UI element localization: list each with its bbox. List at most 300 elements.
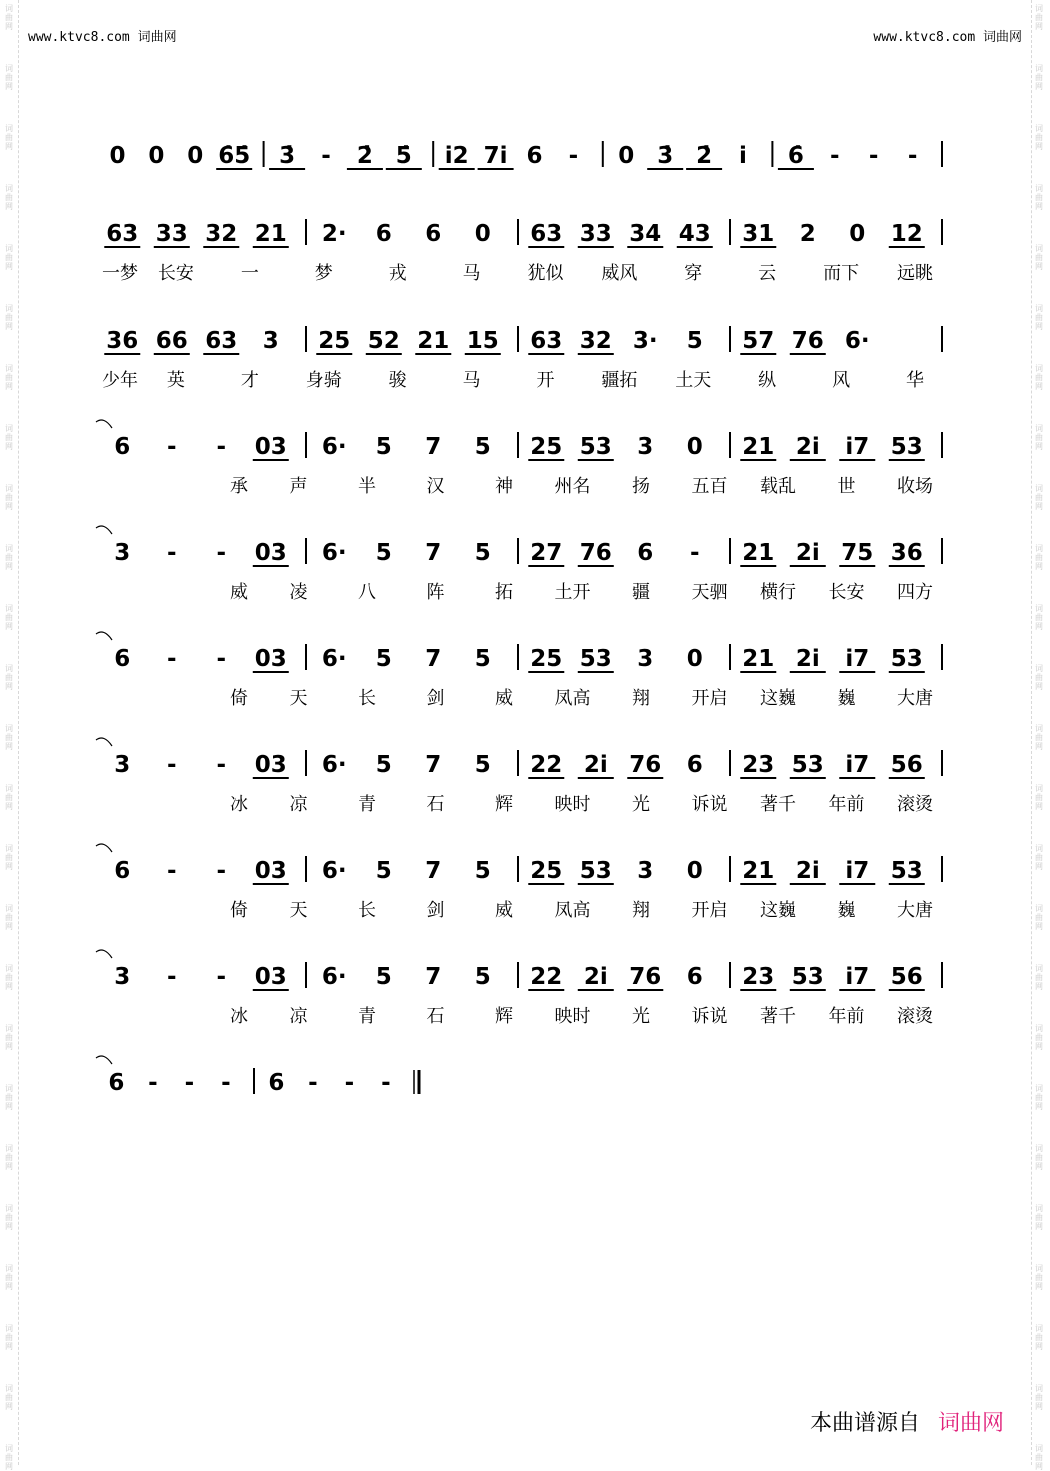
- note-6-2-1: 2i: [583, 752, 608, 778]
- lyric-3-9: 世: [837, 476, 856, 497]
- lyric-1-2: 一: [240, 263, 259, 284]
- lyric-3-0: 承: [230, 476, 248, 497]
- note-2-1-1: 52: [367, 328, 400, 354]
- lyric-5-6: 翔: [632, 688, 650, 709]
- header-site-right: www.ktvc8.com 词曲网: [873, 30, 1022, 45]
- watermark-text: 词曲网: [5, 484, 13, 511]
- note-1-2-1: 33: [579, 221, 612, 247]
- lyric-7-10: 大唐: [897, 900, 933, 921]
- note-0-4-3: -: [907, 143, 918, 169]
- lyric-2-6: 开: [536, 370, 555, 391]
- watermark-text: 词曲网: [1035, 1084, 1043, 1111]
- lyric-2-1: 英: [166, 370, 185, 391]
- note-1-0-2: 32: [205, 221, 238, 247]
- tie-arc: [96, 420, 112, 428]
- note-0-0-1: 0: [148, 143, 165, 169]
- lyric-4-1: 凌: [289, 582, 308, 603]
- lyric-1-1: 长安: [157, 263, 194, 284]
- lyric-2-4: 骏: [388, 370, 407, 391]
- note-5-1-2: 7: [425, 646, 442, 672]
- note-9-0-2: -: [184, 1070, 195, 1096]
- note-4-1-3: 5: [474, 540, 491, 566]
- note-5-1-1: 5: [375, 646, 392, 672]
- note-0-4-2: -: [868, 143, 879, 169]
- footer-brand: 词曲网: [937, 1411, 1004, 1436]
- note-0-2-3: -: [568, 143, 579, 169]
- note-3-1-2: 7: [425, 434, 442, 460]
- note-1-3-0: 31: [742, 221, 775, 247]
- watermark-text: 词曲网: [1035, 64, 1043, 91]
- note-6-0-2: -: [216, 752, 227, 778]
- lyric-4-7: 天驷: [691, 582, 728, 603]
- lyric-6-4: 辉: [495, 794, 513, 815]
- lyric-3-8: 载乱: [760, 476, 796, 497]
- note-6-3-3: 56: [890, 752, 923, 778]
- note-9-1-3: -: [381, 1070, 391, 1096]
- note-8-3-3: 56: [890, 964, 923, 990]
- lyric-7-0: 倚: [230, 900, 248, 921]
- note-5-0-1: -: [167, 646, 177, 672]
- note-1-0-0: 63: [106, 221, 139, 247]
- watermark-text: 词曲网: [1035, 724, 1043, 751]
- lyric-1-4: 戎: [388, 263, 407, 284]
- watermark-text: 词曲网: [5, 964, 13, 991]
- watermark-text: 词曲网: [1035, 1024, 1043, 1051]
- note-7-0-2: -: [216, 858, 227, 884]
- note-1-0-3: 21: [254, 221, 287, 247]
- note-5-3-3: 53: [890, 646, 923, 672]
- note-9-1-1: -: [308, 1070, 318, 1096]
- note-9-0-1: -: [148, 1070, 158, 1096]
- note-3-2-3: 0: [686, 434, 703, 460]
- lyric-2-2: 才: [240, 370, 259, 391]
- note-6-0-3: 03: [254, 752, 287, 778]
- lyric-4-9: 长安: [828, 582, 865, 603]
- lyric-5-0: 倚: [230, 688, 248, 709]
- note-2-1-2: 21: [417, 328, 450, 354]
- lyric-2-9: 纵: [758, 370, 777, 391]
- lyric-6-3: 石: [426, 794, 445, 815]
- note-1-2-3: 43: [678, 221, 711, 247]
- lyric-6-2: 青: [358, 794, 376, 815]
- note-8-2-2: 76: [629, 964, 662, 990]
- lyric-2-3: 身骑: [305, 370, 342, 391]
- lyric-4-5: 土开: [554, 582, 591, 603]
- lyric-6-1: 凉: [289, 794, 308, 815]
- lyric-3-1: 声: [289, 476, 308, 497]
- note-7-2-2: 3: [637, 858, 654, 884]
- note-6-0-1: -: [167, 752, 177, 778]
- note-7-0-3: 03: [254, 858, 287, 884]
- lyric-6-0: 冰: [230, 794, 248, 815]
- watermark-text: 词曲网: [5, 4, 13, 31]
- note-6-1-0: 6·: [321, 752, 347, 778]
- note-1-0-1: 33: [155, 221, 188, 247]
- lyric-8-9: 年前: [828, 1006, 865, 1027]
- lyric-8-7: 诉说: [691, 1006, 728, 1027]
- note-0-4-1: -: [830, 143, 840, 169]
- note-7-1-1: 5: [375, 858, 392, 884]
- note-0-3-3: i: [739, 143, 747, 169]
- note-6-3-2: i7: [845, 752, 870, 778]
- lyric-5-9: 巍: [837, 688, 856, 709]
- note-3-1-0: 6·: [321, 434, 347, 460]
- note-1-1-2: 6: [425, 221, 442, 247]
- note-8-2-3: 6: [686, 964, 703, 990]
- note-3-3-1: 2i: [795, 434, 820, 460]
- note-4-0-1: -: [167, 540, 177, 566]
- note-6-1-3: 5: [474, 752, 491, 778]
- note-2-2-3: 5: [686, 328, 703, 354]
- lyric-1-10: 而下: [823, 263, 860, 284]
- note-8-0-3: 03: [254, 964, 287, 990]
- note-3-3-3: 53: [890, 434, 923, 460]
- watermark-text: 词曲网: [1035, 1444, 1043, 1471]
- lyric-1-9: 云: [758, 263, 777, 284]
- note-3-0-3: 03: [254, 434, 287, 460]
- watermark-text: 词曲网: [5, 364, 13, 391]
- note-4-1-2: 7: [425, 540, 442, 566]
- watermark-text: 词曲网: [1035, 4, 1043, 31]
- note-5-1-0: 6·: [321, 646, 347, 672]
- lyric-8-0: 冰: [230, 1006, 248, 1027]
- note-8-1-0: 6·: [321, 964, 347, 990]
- lyric-7-2: 长: [358, 900, 376, 921]
- note-4-2-2: 6: [637, 540, 654, 566]
- source-footer: [810, 1406, 1004, 1437]
- note-8-0-2: -: [216, 964, 227, 990]
- note-7-1-3: 5: [474, 858, 491, 884]
- note-4-3-3: 36: [890, 540, 923, 566]
- note-6-1-1: 5: [375, 752, 392, 778]
- note-0-2-0: i2: [444, 143, 469, 169]
- lyric-8-6: 光: [632, 1006, 650, 1027]
- note-0-0-2: 0: [187, 143, 204, 169]
- lyric-3-3: 汉: [426, 476, 445, 497]
- lyric-4-10: 四方: [897, 582, 933, 603]
- tie-arc: [96, 844, 112, 852]
- note-7-1-2: 7: [425, 858, 442, 884]
- note-8-2-0: 22: [530, 964, 563, 990]
- lyric-7-4: 威: [495, 900, 513, 921]
- note-3-3-2: i7: [845, 434, 870, 460]
- lyric-7-8: 这巍: [760, 900, 796, 921]
- lyric-2-8: 土天: [675, 370, 712, 391]
- watermark-text: 词曲网: [5, 1444, 13, 1471]
- watermark-text: 词曲网: [5, 1264, 13, 1291]
- note-1-1-0: 2·: [321, 221, 347, 247]
- tie-arc: [96, 526, 112, 534]
- note-3-2-0: 25: [530, 434, 563, 460]
- watermark-text: 词曲网: [1035, 1204, 1043, 1231]
- watermark-text: 词曲网: [1035, 544, 1043, 571]
- note-7-3-0: 21: [742, 858, 775, 884]
- note-8-0-0: 3: [114, 964, 131, 990]
- watermark-text: 词曲网: [1035, 1384, 1043, 1411]
- lyric-2-5: 马: [462, 370, 481, 391]
- note-2-3-1: 76: [791, 328, 824, 354]
- note-8-2-1: 2i: [583, 964, 608, 990]
- watermark-text: 词曲网: [5, 244, 13, 271]
- lyric-6-9: 年前: [828, 794, 865, 815]
- watermark-text: 词曲网: [5, 664, 13, 691]
- note-1-3-2: 0: [849, 221, 866, 247]
- watermark-text: 词曲网: [1035, 1324, 1043, 1351]
- note-9-0-3: -: [221, 1070, 231, 1096]
- lyric-5-5: 凤高: [554, 688, 591, 709]
- note-0-2-1: 7i: [483, 143, 508, 169]
- note-5-2-0: 25: [530, 646, 563, 672]
- note-0-1-1: -: [321, 143, 331, 169]
- lyric-3-6: 扬: [632, 476, 650, 497]
- lyric-8-5: 映时: [554, 1006, 591, 1027]
- watermark-text: 词曲网: [1035, 484, 1043, 511]
- watermark-text: 词曲网: [1035, 904, 1043, 931]
- note-4-1-0: 6·: [321, 540, 347, 566]
- watermark-text: 词曲网: [1035, 664, 1043, 691]
- watermark-text: 词曲网: [5, 844, 13, 871]
- note-7-3-1: 2i: [795, 858, 820, 884]
- lyric-5-3: 剑: [426, 688, 445, 709]
- lyric-8-4: 辉: [495, 1006, 513, 1027]
- note-3-2-2: 3: [637, 434, 654, 460]
- lyric-7-3: 剑: [426, 900, 445, 921]
- lyric-1-11: 远眺: [897, 263, 933, 284]
- lyric-3-5: 州名: [554, 476, 591, 497]
- note-8-1-1: 5: [375, 964, 392, 990]
- watermark-text: 词曲网: [5, 604, 13, 631]
- tie-arc: [96, 1056, 112, 1064]
- lyric-8-10: 滚烫: [897, 1006, 933, 1027]
- header-site-left: www.ktvc8.com 词曲网: [28, 30, 177, 45]
- lyric-8-8: 著千: [760, 1006, 796, 1027]
- note-0-1-2: 2̇: [356, 143, 373, 169]
- watermark-text: 词曲网: [1035, 1144, 1043, 1171]
- note-9-0-0: 6: [108, 1070, 125, 1096]
- note-8-0-1: -: [167, 964, 177, 990]
- note-6-2-3: 6: [686, 752, 703, 778]
- lyric-3-10: 收场: [897, 476, 933, 497]
- note-3-2-1: 53: [579, 434, 612, 460]
- note-5-2-2: 3: [637, 646, 654, 672]
- watermark-text: 词曲网: [1035, 844, 1043, 871]
- lyric-5-2: 长: [358, 688, 376, 709]
- note-1-3-3: 12: [890, 221, 923, 247]
- lyric-2-11: 华: [906, 370, 924, 391]
- lyric-2-7: 疆拓: [601, 370, 638, 391]
- watermark-text: 词曲网: [5, 1144, 13, 1171]
- note-2-0-3: 3: [262, 328, 279, 354]
- lyric-8-3: 石: [426, 1006, 445, 1027]
- note-2-2-2: 3·: [632, 328, 658, 354]
- note-0-1-3: 5̇: [395, 143, 412, 169]
- watermark-text: 词曲网: [5, 1384, 13, 1411]
- watermark-text: 词曲网: [5, 124, 13, 151]
- watermark-text: 词曲网: [5, 1024, 13, 1051]
- note-4-2-3: -: [690, 540, 700, 566]
- lyric-1-3: 梦: [314, 263, 333, 284]
- note-1-2-0: 63: [530, 221, 563, 247]
- note-7-0-1: -: [167, 858, 177, 884]
- lyric-5-4: 威: [495, 688, 513, 709]
- note-5-3-0: 21: [742, 646, 775, 672]
- note-8-1-2: 7: [425, 964, 442, 990]
- note-5-3-1: 2i: [795, 646, 820, 672]
- watermark-text: 词曲网: [1035, 964, 1043, 991]
- note-8-3-1: 53: [791, 964, 824, 990]
- note-7-2-3: 0: [686, 858, 703, 884]
- lyric-1-7: 威风: [601, 263, 638, 284]
- watermark-text: 词曲网: [1035, 424, 1043, 451]
- lyric-6-10: 滚烫: [897, 794, 933, 815]
- note-2-3-2: 6·: [844, 328, 870, 354]
- note-8-3-2: i7: [845, 964, 870, 990]
- note-4-2-1: 76: [579, 540, 612, 566]
- note-7-3-2: i7: [845, 858, 870, 884]
- watermark-text: 词曲网: [1035, 304, 1043, 331]
- note-0-4-0: 6̇: [787, 143, 804, 169]
- note-6-2-2: 76: [629, 752, 662, 778]
- lyric-5-7: 开启: [691, 688, 728, 709]
- note-2-0-1: 66: [155, 328, 188, 354]
- lyric-6-7: 诉说: [691, 794, 728, 815]
- watermark-text: 词曲网: [5, 1324, 13, 1351]
- note-5-2-3: 0: [686, 646, 703, 672]
- watermark-text: 词曲网: [5, 784, 13, 811]
- lyric-6-5: 映时: [554, 794, 591, 815]
- note-2-1-0: 25: [318, 328, 351, 354]
- note-4-1-1: 5: [375, 540, 392, 566]
- watermark-text: 词曲网: [5, 544, 13, 571]
- note-3-3-0: 21: [742, 434, 775, 460]
- lyric-4-4: 拓: [495, 582, 513, 603]
- watermark-text: 词曲网: [1035, 604, 1043, 631]
- note-2-1-3: 15: [466, 328, 499, 354]
- note-6-3-1: 53: [791, 752, 824, 778]
- lyric-4-2: 八: [358, 582, 376, 603]
- note-0-0-3: 6̇5̇: [218, 143, 251, 169]
- watermark-text: 词曲网: [5, 904, 13, 931]
- note-4-3-2: 75: [841, 540, 874, 566]
- note-2-0-0: 36: [106, 328, 139, 354]
- note-8-1-3: 5: [474, 964, 491, 990]
- tie-arc: [96, 738, 112, 746]
- watermark-text: 词曲网: [5, 64, 13, 91]
- watermark-text: 词曲网: [1035, 244, 1043, 271]
- lyric-1-8: 穿: [684, 263, 703, 284]
- note-4-2-0: 27: [530, 540, 563, 566]
- lyric-3-7: 五百: [691, 476, 728, 497]
- watermark-text: 词曲网: [5, 184, 13, 211]
- lyric-8-1: 凉: [289, 1006, 308, 1027]
- note-4-3-0: 21: [742, 540, 775, 566]
- lyric-5-1: 天: [289, 688, 308, 709]
- lyric-6-8: 著千: [760, 794, 796, 815]
- watermark-text: 词曲网: [1035, 1264, 1043, 1291]
- note-7-2-0: 25: [530, 858, 563, 884]
- lyric-8-2: 青: [358, 1006, 376, 1027]
- note-0-3-0: 0: [618, 143, 635, 169]
- lyric-2-0: 少年: [102, 370, 138, 391]
- note-0-3-2: 2̇: [696, 143, 713, 169]
- lyric-6-6: 光: [632, 794, 650, 815]
- lyric-1-5: 马: [462, 263, 481, 284]
- note-2-0-2: 63: [205, 328, 238, 354]
- watermark-text: 词曲网: [1035, 184, 1043, 211]
- watermark-text: 词曲网: [1035, 364, 1043, 391]
- note-6-1-2: 7: [425, 752, 442, 778]
- lyric-1-6: 犹似: [527, 263, 564, 284]
- note-5-0-3: 03: [254, 646, 287, 672]
- note-2-3-0: 57: [742, 328, 775, 354]
- watermark-text: 词曲网: [1035, 124, 1043, 151]
- lyric-7-7: 开启: [691, 900, 728, 921]
- watermark-text: 词曲网: [5, 724, 13, 751]
- note-3-1-3: 5: [474, 434, 491, 460]
- note-6-0-0: 3: [114, 752, 131, 778]
- note-5-2-1: 53: [579, 646, 612, 672]
- note-0-0-0: 0: [109, 143, 126, 169]
- lyric-4-8: 横行: [760, 582, 796, 603]
- note-6-3-0: 23: [742, 752, 775, 778]
- watermark-text: 词曲网: [5, 304, 13, 331]
- footer-prefix: 本曲谱源自: [809, 1411, 920, 1436]
- note-2-2-0: 63: [530, 328, 563, 354]
- note-1-2-2: 34: [629, 221, 662, 247]
- note-3-0-1: -: [167, 434, 177, 460]
- note-5-0-2: -: [216, 646, 227, 672]
- lyric-1-0: 一梦: [102, 263, 138, 284]
- note-9-1-2: -: [344, 1070, 355, 1096]
- note-6-2-0: 22: [530, 752, 563, 778]
- note-7-3-3: 53: [890, 858, 923, 884]
- lyric-4-6: 疆: [632, 582, 650, 603]
- tie-arc: [96, 950, 112, 958]
- note-4-0-0: 3: [114, 540, 131, 566]
- note-0-3-1: 3̇: [657, 143, 674, 169]
- note-0-1-0: 3̇: [279, 143, 296, 169]
- note-4-0-3: 03: [254, 540, 287, 566]
- note-0-2-2: 6: [526, 143, 543, 169]
- lyric-3-4: 神: [495, 476, 513, 497]
- note-7-0-0: 6: [114, 858, 131, 884]
- lyric-2-10: 风: [832, 370, 851, 391]
- lyric-4-3: 阵: [426, 582, 445, 603]
- note-8-3-0: 23: [742, 964, 775, 990]
- lyric-3-2: 半: [358, 476, 376, 497]
- watermark-text: 词曲网: [1035, 784, 1043, 811]
- tie-arc: [96, 632, 112, 640]
- lyric-5-8: 这巍: [760, 688, 796, 709]
- watermark-text: 词曲网: [5, 424, 13, 451]
- note-7-1-0: 6·: [321, 858, 347, 884]
- note-1-1-3: 0: [474, 221, 491, 247]
- lyric-4-0: 威: [230, 582, 248, 603]
- watermark-text: 词曲网: [5, 1204, 13, 1231]
- note-9-1-0: 6: [268, 1070, 285, 1096]
- note-5-1-3: 5: [474, 646, 491, 672]
- lyric-7-6: 翔: [632, 900, 650, 921]
- note-2-2-1: 32: [579, 328, 612, 354]
- note-5-0-0: 6: [114, 646, 131, 672]
- lyric-5-10: 大唐: [897, 688, 933, 709]
- note-3-0-0: 6: [114, 434, 131, 460]
- note-1-3-1: 2: [799, 221, 816, 247]
- lyric-7-1: 天: [289, 900, 308, 921]
- lyric-7-5: 凤高: [554, 900, 591, 921]
- note-1-1-1: 6: [375, 221, 392, 247]
- note-3-0-2: -: [216, 434, 227, 460]
